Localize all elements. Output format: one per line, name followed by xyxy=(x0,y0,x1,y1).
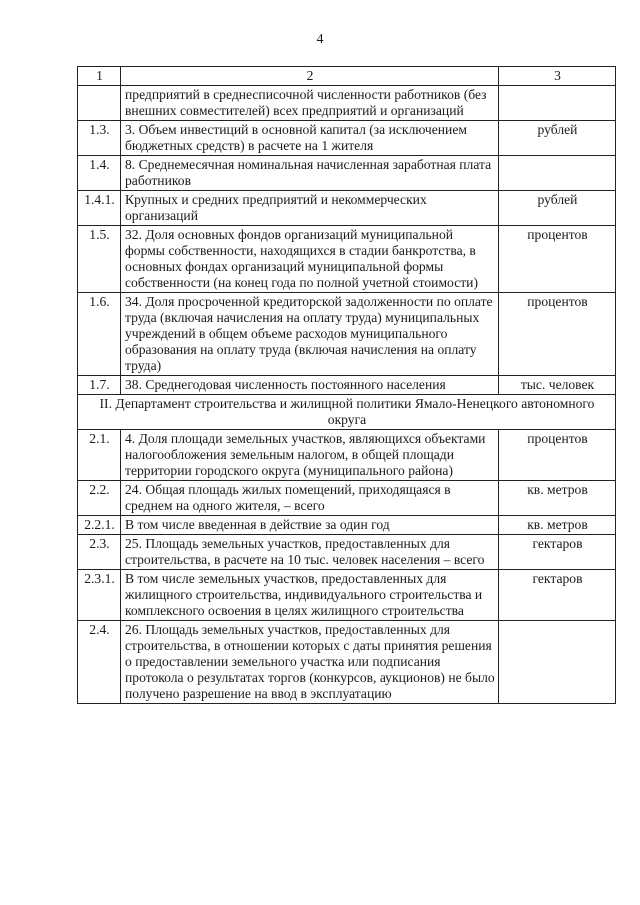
row-unit: процентов xyxy=(499,293,616,376)
row-number: 2.4. xyxy=(78,621,121,704)
row-unit: рублей xyxy=(499,191,616,226)
table-row xyxy=(78,481,616,516)
row-unit: процентов xyxy=(499,430,616,481)
header-col-2: 2 xyxy=(121,67,499,86)
table-row xyxy=(78,430,616,481)
table-row xyxy=(78,376,616,395)
row-unit xyxy=(499,86,616,121)
row-unit: кв. метров xyxy=(499,481,616,516)
table-header-row xyxy=(78,67,616,86)
row-number: 2.1. xyxy=(78,430,121,481)
row-unit: тыс. человек xyxy=(499,376,616,395)
section-row xyxy=(78,395,616,430)
row-unit: рублей xyxy=(499,121,616,156)
table-row xyxy=(78,226,616,293)
table-row xyxy=(78,516,616,535)
table-row xyxy=(78,293,616,376)
table-row xyxy=(78,535,616,570)
row-indicator: 3. Объем инвестиций в основной капитал (за исключением бюджетных средств) в расчете на 1 жителя xyxy=(121,121,499,156)
row-number: 2.3. xyxy=(78,535,121,570)
table-row xyxy=(78,191,616,226)
header-col-1: 1 xyxy=(78,67,121,86)
row-indicator: Крупных и средних предприятий и некоммерческих организаций xyxy=(121,191,499,226)
row-indicator: 34. Доля просроченной кредиторской задолженности по оплате труда (включая начисления на оплату труда) муниципальных учреждений в общем объеме расходов муниципального образования на оплату труда (включая начисления на оплату труда) xyxy=(121,293,499,376)
row-indicator: 25. Площадь земельных участков, предоставленных для строительства, в расчете на 10 тыс. человек населения – всего xyxy=(121,535,499,570)
row-indicator: В том числе введенная в действие за один год xyxy=(121,516,499,535)
row-indicator: 26. Площадь земельных участков, предоставленных для строительства, в отношении которых с даты принятия решения о предоставлении земельного участка или подписания протокола о результатах торгов (конкурсов, аукционов) не было получено разрешение на ввод в эксплуатацию xyxy=(121,621,499,704)
row-number xyxy=(78,86,121,121)
row-number: 2.2.1. xyxy=(78,516,121,535)
row-number: 1.5. xyxy=(78,226,121,293)
row-number: 1.4. xyxy=(78,156,121,191)
row-number: 1.6. xyxy=(78,293,121,376)
row-unit xyxy=(499,621,616,704)
row-indicator: предприятий в среднесписочной численности работников (без внешних совместителей) всех предприятий и организаций xyxy=(121,86,499,121)
row-indicator: 4. Доля площади земельных участков, являющихся объектами налогообложения земельным налогом, в общей площади территории городского округа (муниципального района) xyxy=(121,430,499,481)
table-row xyxy=(78,121,616,156)
row-indicator: 8. Среднемесячная номинальная начисленная заработная плата работников xyxy=(121,156,499,191)
table-row xyxy=(78,570,616,621)
row-number: 1.4.1. xyxy=(78,191,121,226)
row-unit: гектаров xyxy=(499,570,616,621)
indicators-table xyxy=(77,66,616,704)
row-indicator: 32. Доля основных фондов организаций муниципальной формы собственности, находящихся в стадии банкротства, в основных фондах организаций муниципальной формы собственности (на конец года по полной учетной стоимости) xyxy=(121,226,499,293)
row-number: 2.3.1. xyxy=(78,570,121,621)
row-unit xyxy=(499,156,616,191)
row-number: 2.2. xyxy=(78,481,121,516)
row-unit: процентов xyxy=(499,226,616,293)
row-number: 1.7. xyxy=(78,376,121,395)
row-number: 1.3. xyxy=(78,121,121,156)
row-indicator: 38. Среднегодовая численность постоянного населения xyxy=(121,376,499,395)
table-row xyxy=(78,86,616,121)
page-number: 4 xyxy=(316,32,324,47)
row-indicator: 24. Общая площадь жилых помещений, приходящаяся в среднем на одного жителя, – всего xyxy=(121,481,499,516)
header-col-3: 3 xyxy=(499,67,616,86)
row-unit: гектаров xyxy=(499,535,616,570)
table-row xyxy=(78,621,616,704)
row-unit: кв. метров xyxy=(499,516,616,535)
row-indicator: В том числе земельных участков, предоставленных для жилищного строительства, индивидуального строительства и комплексного освоения в целях жилищного строительства xyxy=(121,570,499,621)
section-title: II. Департамент строительства и жилищной политики Ямало-Ненецкого автономного округа xyxy=(78,395,616,430)
table-row xyxy=(78,156,616,191)
